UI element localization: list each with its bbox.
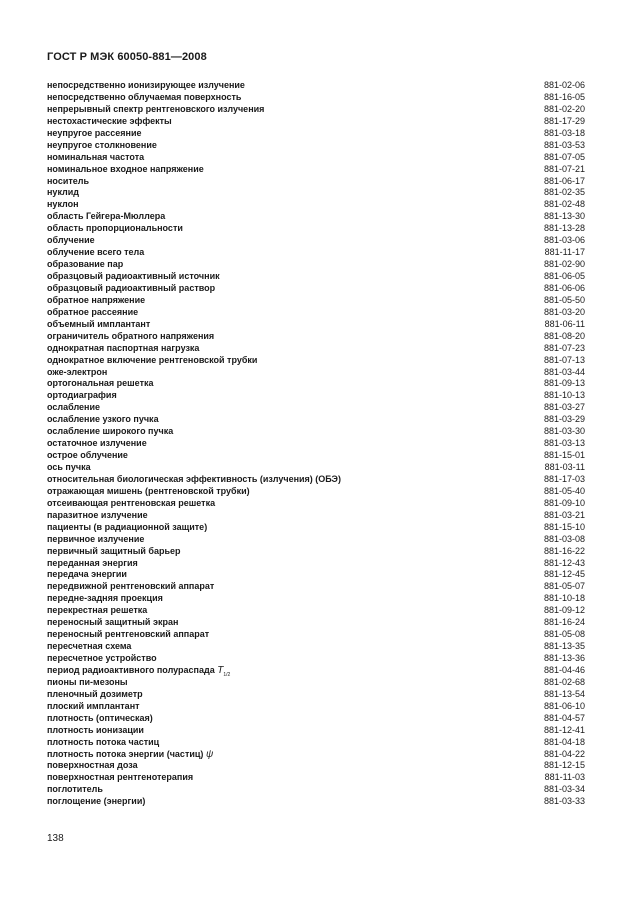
index-code: 881-09-13 (543, 378, 585, 389)
index-code: 881-02-20 (543, 103, 585, 114)
index-entry (47, 378, 585, 390)
index-code: 881-11-03 (544, 772, 585, 783)
index-code: 881-09-10 (543, 497, 585, 508)
index-code: 881-13-35 (543, 641, 585, 652)
index-code: 881-06-05 (543, 271, 585, 281)
index-term-text: пересчетное устройство (47, 653, 157, 663)
index-term (47, 546, 181, 558)
index-entry (47, 343, 585, 355)
index-code: 881-17-03 (543, 473, 585, 484)
index-term (47, 629, 209, 641)
index-term-text: область Гейгера-Мюллера (47, 211, 166, 222)
index-term (47, 116, 172, 128)
index-entry (47, 390, 585, 402)
index-term (47, 390, 117, 402)
index-entry (47, 581, 585, 593)
index-entry (47, 104, 585, 116)
index-term-text: первичное излучение (47, 533, 145, 544)
index-code: 881-10-18 (543, 593, 585, 604)
index-term-text: ограничитель обратного напряжения (47, 330, 215, 341)
index-term-text: ослабление (47, 402, 101, 413)
index-code: 881-15-01 (543, 450, 585, 461)
index-term-text: образцовый радиоактивный раствор (47, 282, 216, 293)
index-entry (47, 331, 585, 343)
index-term-text: однократное включение рентгеновской трубки (47, 354, 258, 365)
index-code: 881-03-30 (543, 426, 585, 437)
index-term-text: область пропорциональности (47, 223, 183, 234)
index-code: 881-05-50 (543, 294, 585, 305)
index-code: 881-04-18 (543, 736, 585, 747)
index-term (47, 378, 153, 390)
index-term-text: непосредственно ионизирующее излучение (47, 80, 245, 90)
index-entry (47, 211, 585, 223)
index-entry (47, 737, 585, 749)
index-term (47, 784, 103, 796)
index-term-text: плоский имплантант (47, 700, 140, 711)
index-entry (47, 271, 585, 283)
index-term-text: нестохастические эффекты (47, 115, 172, 126)
index-entry (47, 772, 585, 784)
index-entry (47, 510, 585, 522)
index-code: 881-09-12 (543, 605, 585, 616)
index-term-text: носитель (47, 175, 90, 186)
index-entry (47, 665, 585, 677)
index-entry (47, 701, 585, 713)
page-number: 138 (47, 833, 64, 844)
index-term-text: период радиоактивного полураспада (47, 664, 215, 675)
index-code: 881-02-48 (543, 199, 585, 210)
index-term (47, 402, 100, 414)
index-entry (47, 653, 585, 665)
index-term-text: отражающая мишень (рентгеновской трубки) (47, 485, 250, 496)
index-code: 881-04-57 (543, 712, 585, 723)
index-code: 881-16-22 (543, 545, 585, 556)
index-entry (47, 569, 585, 581)
index-entry (47, 223, 585, 235)
index-code: 881-06-10 (543, 700, 585, 711)
index-term (47, 307, 138, 319)
index-term (47, 701, 140, 713)
index-entry (47, 522, 585, 534)
index-code: 881-12-43 (543, 557, 585, 568)
index-entry (47, 235, 585, 247)
index-code: 881-11-17 (544, 247, 585, 258)
index-term (47, 80, 245, 92)
term-index-list (47, 80, 585, 808)
index-entry (47, 367, 585, 379)
index-term-text: ось пучка (47, 462, 91, 472)
index-code: 881-07-13 (543, 354, 585, 365)
index-term (47, 617, 178, 629)
index-term-symbol: T (217, 664, 224, 676)
index-entry (47, 749, 585, 761)
index-term (47, 295, 145, 307)
index-term (47, 498, 215, 510)
index-entry (47, 486, 585, 498)
index-term-text: оже-электрон (47, 366, 108, 377)
index-code: 881-03-06 (543, 235, 585, 246)
index-term-text: образцовый радиоактивный источник (47, 271, 220, 281)
index-term (47, 677, 128, 689)
index-code: 881-04-46 (543, 664, 585, 675)
index-entry (47, 605, 585, 617)
index-term (47, 641, 131, 653)
index-entry (47, 176, 585, 188)
index-term (47, 414, 159, 426)
index-term-text: объемный имплантант (47, 318, 151, 329)
index-entry (47, 414, 585, 426)
index-code: 881-06-17 (543, 175, 585, 186)
index-term (47, 223, 183, 235)
index-entry (47, 760, 585, 772)
index-term-text: пленочный дозиметр (47, 688, 143, 699)
index-term (47, 796, 145, 808)
index-entry (47, 307, 585, 319)
index-entry (47, 474, 585, 486)
index-term-text: плотность потока энергии (частиц) (47, 748, 204, 759)
index-term (47, 450, 128, 462)
index-entry (47, 558, 585, 570)
index-term-text: номинальное входное напряжение (47, 163, 204, 174)
index-term-text: паразитное излучение (47, 509, 148, 520)
index-term-text: непрерывный спектр рентгеновского излучения (47, 103, 265, 114)
index-term (47, 164, 204, 176)
index-entry (47, 259, 585, 271)
index-term (47, 140, 157, 152)
index-code: 881-03-33 (543, 796, 585, 807)
index-entry (47, 498, 585, 510)
index-term-text: номинальная частота (47, 151, 145, 162)
index-term-text: плотность потока частиц (47, 736, 160, 747)
index-term (47, 176, 89, 188)
index-entry (47, 546, 585, 558)
index-term-text: образование пар (47, 259, 124, 270)
index-entry (47, 462, 585, 474)
index-code: 881-10-13 (543, 390, 585, 401)
index-term (47, 438, 147, 450)
index-term (47, 355, 257, 367)
index-term-text: неупругое столкновение (47, 139, 157, 150)
index-term-text: ортогональная решетка (47, 378, 154, 389)
index-entry (47, 617, 585, 629)
index-term (47, 760, 138, 772)
index-code: 881-13-28 (543, 223, 585, 234)
index-entry (47, 593, 585, 605)
index-code: 881-05-07 (543, 581, 585, 592)
index-entry (47, 355, 585, 367)
index-term (47, 713, 153, 725)
index-code: 881-03-34 (543, 784, 585, 795)
index-code: 881-03-27 (543, 402, 585, 413)
index-term (47, 581, 214, 593)
index-term-text: поглощение (энергии) (47, 796, 146, 807)
index-code: 881-05-08 (543, 629, 585, 640)
index-term (47, 772, 193, 784)
index-term-text: ослабление узкого пучка (47, 414, 159, 425)
index-term (47, 259, 123, 271)
index-term (47, 331, 214, 343)
index-term-text: передача энергии (47, 569, 127, 580)
index-term-text: непосредственно облучаемая поверхность (47, 91, 242, 102)
index-term-text: ослабление широкого пучка (47, 426, 174, 437)
index-code: 881-12-45 (543, 569, 585, 580)
index-term (47, 211, 165, 223)
index-entry (47, 725, 585, 737)
index-code: 881-12-15 (543, 760, 585, 771)
index-term (47, 235, 95, 247)
index-code: 881-03-29 (543, 414, 585, 425)
index-code: 881-13-36 (543, 653, 585, 663)
index-entry (47, 140, 585, 152)
index-term (47, 426, 173, 438)
index-code: 881-17-29 (543, 115, 585, 126)
index-code: 881-13-54 (543, 688, 585, 699)
index-term-text: плотность (оптическая) (47, 712, 153, 723)
index-term-text: остаточное излучение (47, 438, 147, 449)
index-entry (47, 283, 585, 295)
index-term (47, 199, 79, 211)
index-term (47, 474, 341, 486)
index-term (47, 187, 79, 199)
index-entry (47, 402, 585, 414)
index-term (47, 271, 220, 283)
index-entry (47, 784, 585, 796)
index-code: 881-16-24 (543, 617, 585, 628)
index-term (47, 247, 144, 259)
index-entry (47, 319, 585, 331)
index-entry (47, 426, 585, 438)
index-entry (47, 128, 585, 140)
index-code: 881-02-35 (543, 187, 585, 198)
index-entry (47, 438, 585, 450)
index-term (47, 522, 207, 534)
index-code: 881-03-20 (543, 306, 585, 317)
index-term (47, 605, 147, 617)
index-term-text: пионы пи-мезоны (47, 676, 128, 687)
index-term-symbol: ψ (205, 748, 214, 760)
index-term (47, 104, 264, 116)
index-term-text: передне-задняя проекция (47, 593, 163, 604)
index-term (47, 737, 159, 749)
index-term-text: плотность ионизации (47, 724, 144, 735)
index-code: 881-06-06 (543, 282, 585, 293)
index-entry (47, 629, 585, 641)
index-code: 881-06-11 (544, 318, 585, 329)
index-term (47, 128, 142, 140)
index-term-text: переданная энергия (47, 557, 138, 568)
index-entry (47, 199, 585, 211)
index-entry (47, 295, 585, 307)
index-entry (47, 689, 585, 701)
index-term (47, 593, 163, 605)
index-code: 881-04-22 (543, 748, 585, 759)
index-entry (47, 152, 585, 164)
index-entry (47, 534, 585, 546)
index-term-subscript: 1/2 (223, 671, 231, 678)
index-term (47, 319, 150, 331)
document-header: ГОСТ Р МЭК 60050-881—2008 (47, 51, 207, 63)
index-entry (47, 247, 585, 259)
index-term-text: облучение всего тела (47, 247, 145, 258)
index-term (47, 367, 107, 379)
index-term-text: острое облучение (47, 450, 128, 461)
index-term (47, 283, 215, 295)
index-entry (47, 116, 585, 128)
index-term-text: нуклон (47, 199, 79, 210)
index-term (47, 462, 91, 474)
index-term-text: обратное рассеяние (47, 306, 139, 317)
index-term (47, 510, 148, 522)
index-entry (47, 677, 585, 689)
index-term-text: переносный защитный экран (47, 617, 179, 628)
index-code: 881-02-06 (543, 80, 585, 90)
index-entry (47, 164, 585, 176)
index-code: 881-13-30 (543, 211, 585, 222)
index-code: 881-07-05 (543, 151, 585, 162)
index-term-text: поверхностная доза (47, 760, 138, 771)
index-code: 881-03-13 (543, 438, 585, 449)
index-term (47, 569, 127, 581)
index-term (47, 558, 138, 570)
index-term-text: нуклид (47, 187, 80, 198)
index-code: 881-08-20 (543, 330, 585, 341)
index-term-text: перекрестная решетка (47, 605, 148, 616)
index-term-text: первичный защитный барьер (47, 545, 181, 556)
index-code: 881-02-68 (543, 676, 585, 687)
index-code: 881-16-05 (543, 91, 585, 102)
index-term (47, 749, 213, 761)
index-term-text: отсеивающая рентгеновская решетка (47, 497, 216, 508)
index-term (47, 92, 241, 104)
index-term-text: однократная паспортная нагрузка (47, 342, 200, 353)
index-term-text: пациенты (в радиационной защите) (47, 521, 208, 532)
index-term (47, 486, 250, 498)
index-code: 881-02-90 (543, 259, 585, 270)
index-code: 881-03-53 (543, 139, 585, 150)
index-entry (47, 641, 585, 653)
index-code: 881-07-23 (543, 342, 585, 353)
index-code: 881-03-18 (543, 127, 585, 138)
index-term (47, 343, 199, 355)
index-term-text: облучение (47, 235, 95, 246)
index-entry (47, 187, 585, 199)
index-term (47, 534, 144, 546)
index-term-text: пересчетная схема (47, 641, 132, 652)
index-entry (47, 80, 585, 92)
index-term-text: обратное напряжение (47, 294, 146, 305)
index-code: 881-07-21 (543, 163, 585, 174)
index-term (47, 653, 157, 665)
index-code: 881-12-41 (543, 724, 585, 735)
index-term-text: переносный рентгеновский аппарат (47, 629, 210, 640)
index-term (47, 152, 144, 164)
index-code: 881-03-11 (544, 462, 585, 472)
index-code: 881-03-08 (543, 533, 585, 544)
index-entry (47, 92, 585, 104)
index-term (47, 725, 144, 737)
index-code: 881-03-21 (543, 509, 585, 520)
index-entry (47, 796, 585, 808)
index-term (47, 689, 143, 701)
index-entry (47, 713, 585, 725)
index-term-text: поглотитель (47, 784, 103, 795)
index-code: 881-05-40 (543, 485, 585, 496)
index-term-text: относительная биологическая эффективность (излучения) (ОБЭ) (47, 473, 341, 484)
index-term-text: ортодиаграфия (47, 390, 117, 401)
index-code: 881-15-10 (543, 521, 585, 532)
index-term-text: неупругое рассеяние (47, 127, 142, 138)
index-term-text: передвижной рентгеновский аппарат (47, 581, 215, 592)
index-term-text: поверхностная рентгенотерапия (47, 772, 194, 783)
index-entry (47, 450, 585, 462)
index-code: 881-03-44 (543, 366, 585, 377)
